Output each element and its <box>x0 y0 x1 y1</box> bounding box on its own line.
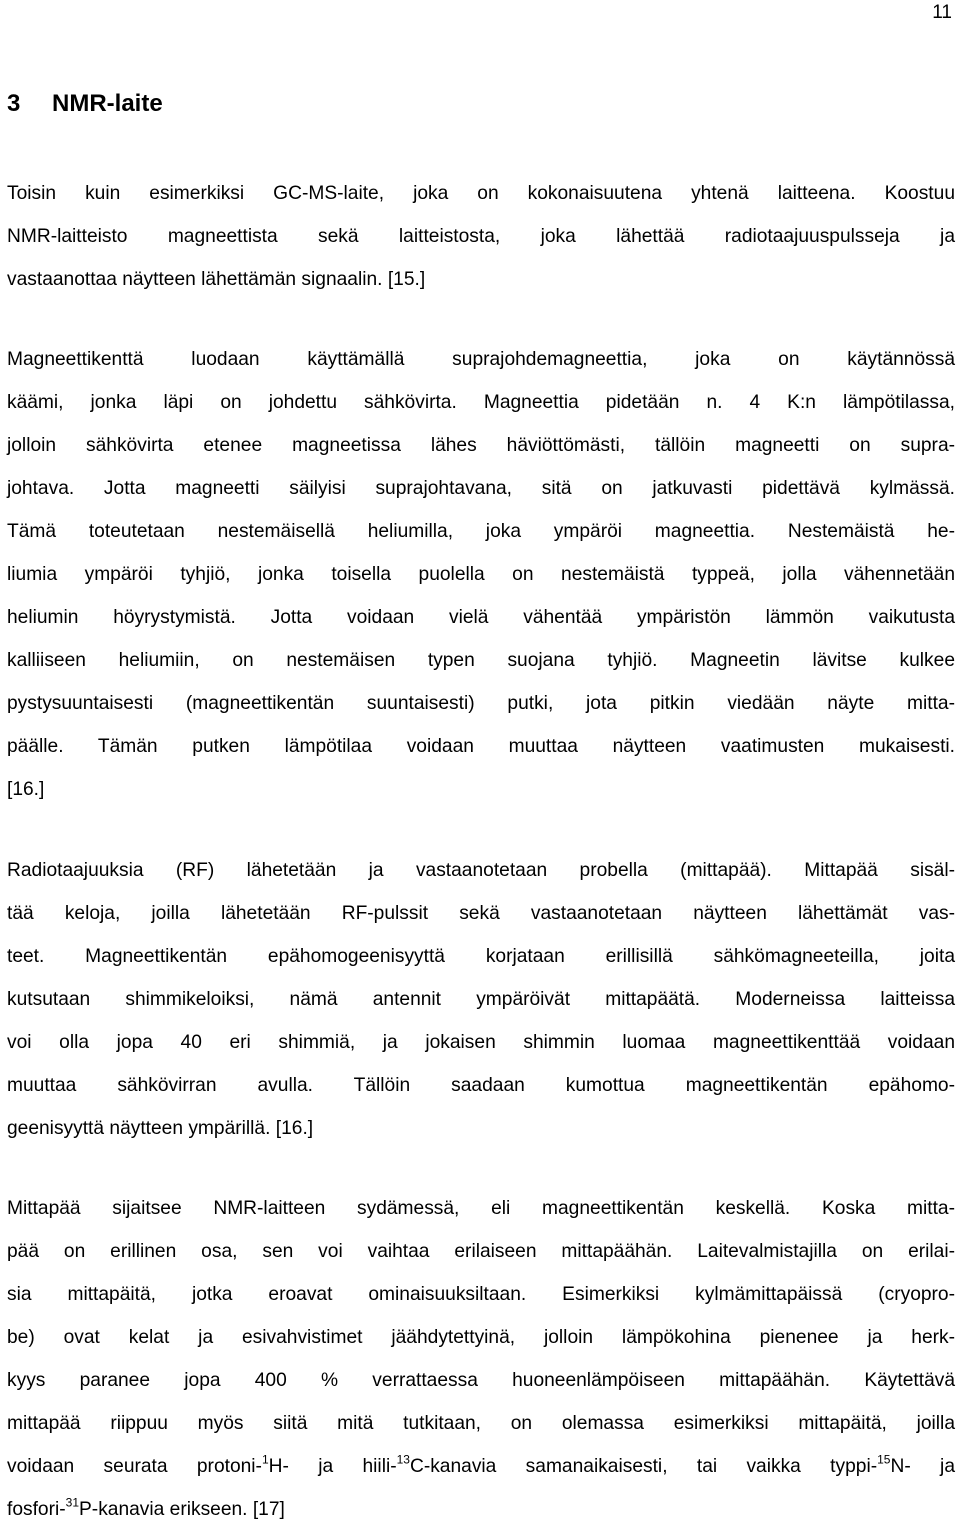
text-line: Tämä toteutetaan nestemäisellä heliumilla, joka ympäröi magneettia. Nestemäistä he- <box>7 521 955 542</box>
text-line-isotopes <box>7 1445 955 1488</box>
text-line: pystysuuntaisesti (magneettikentän suuntaisesti) putki, jota pitkin viedään näyte mitta- <box>7 693 955 714</box>
superscript: 31 <box>65 1495 79 1510</box>
section-title: NMR-laite <box>52 90 163 117</box>
paragraph-probe-types <box>7 1187 955 1531</box>
text-line: pää on erillinen osa, sen voi vaihtaa erilaiseen mittapäähän. Laitevalmistajilla on erilai- <box>7 1241 955 1262</box>
text-line: mittapää riippuu myös siitä mitä tutkitaan, on olemassa esimerkiksi mittapäitä, joilla <box>7 1413 955 1434</box>
text-segment: voidaan seurata protoni- <box>7 1456 262 1477</box>
paragraph-probe <box>7 849 955 1150</box>
text-line: johtava. Jotta magneetti säilyisi suprajohtavana, sitä on jatkuvasti pidettävä kylmässä. <box>7 478 955 499</box>
superscript: 15 <box>877 1452 891 1467</box>
section-number: 3 <box>7 90 21 117</box>
text-line: jolloin sähkövirta etenee magneetissa lähes häviöttömästi, tällöin magneetti on supra- <box>7 435 955 456</box>
text-line: sia mittapäitä, jotka eroavat ominaisuuksiltaan. Esimerkiksi kylmämittapäissä (cryopro- <box>7 1284 955 1305</box>
text-line: liumia ympäröi tyhjiö, jonka toisella puolella on nestemäistä typpeä, jolla vähennetään <box>7 564 955 585</box>
superscript: 13 <box>396 1452 410 1467</box>
text-line: kutsutaan shimmikeloiksi, nämä antennit ympäröivät mittapäätä. Moderneissa laitteissa <box>7 989 955 1010</box>
text-line: päälle. Tämän putken lämpötilaa voidaan muuttaa näytteen vaatimusten mukaisesti. <box>7 736 955 757</box>
text-segment: H- ja hiili- <box>268 1456 397 1477</box>
section-heading <box>7 88 163 120</box>
text-line: Mittapää sijaitsee NMR-laitteen sydämessä, eli magneettikentän keskellä. Koska mitta- <box>7 1198 955 1219</box>
text-line: tää keloja, joilla lähetetään RF-pulssit sekä vastaanotetaan näytteen lähettämät vas- <box>7 903 955 924</box>
text-line: heliumin höyrystymistä. Jotta voidaan vielä vähentää ympäristön lämmön vaikutusta <box>7 607 955 628</box>
text-line: muuttaa sähkövirran avulla. Tällöin saadaan kumottua magneettikentän epähomo- <box>7 1075 955 1096</box>
text-segment: N- ja <box>890 1456 955 1477</box>
text-line: be) ovat kelat ja esivahvistimet jäähdytettyinä, jolloin lämpökohina pienenee ja herk- <box>7 1327 955 1348</box>
text-line: kyys paranee jopa 400 % verrattaessa huoneenlämpöiseen mittapäähän. Käytettävä <box>7 1370 955 1391</box>
text-segment: P-kanavia erikseen. [17] <box>79 1499 285 1520</box>
text-line: teet. Magneettikentän epähomogeenisyyttä korjataan erillisillä sähkömagneeteilla, joita <box>7 946 955 967</box>
text-line: geenisyyttä näytteen ympärillä. [16.] <box>7 1118 314 1139</box>
text-segment: fosfori- <box>7 1499 66 1520</box>
text-line: vastaanottaa näytteen lähettämän signaalin. [15.] <box>7 269 426 290</box>
text-line: [16.] <box>7 779 45 800</box>
text-line: NMR-laitteisto magneettista sekä laitteistosta, joka lähettää radiotaajuuspulsseja ja <box>7 226 955 247</box>
text-line-final <box>7 1488 955 1531</box>
text-segment: C-kanavia samanaikaisesti, tai vaikka typpi- <box>409 1456 878 1477</box>
paragraph-magnet <box>7 338 955 811</box>
paragraph-intro <box>7 172 955 301</box>
text-line: voi olla jopa 40 eri shimmiä, ja jokaisen shimmin luomaa magneettikenttää voidaan <box>7 1032 955 1053</box>
text-line: Radiotaajuuksia (RF) lähetetään ja vastaanotetaan probella (mittapää). Mittapää sisäl- <box>7 860 955 881</box>
text-line: käämi, jonka läpi on johdettu sähkövirta. Magneettia pidetään n. 4 K:n lämpötilassa, <box>7 392 955 413</box>
page-number: 11 <box>932 2 952 23</box>
text-line: Magneettikenttä luodaan käyttämällä suprajohdemagneettia, joka on käytännössä <box>7 349 955 370</box>
text-line: Toisin kuin esimerkiksi GC-MS-laite, joka on kokonaisuutena yhtenä laitteena. Koostuu <box>7 183 955 204</box>
text-line: kalliiseen heliumiin, on nestemäisen typen suojana tyhjiö. Magneetin lävitse kulkee <box>7 650 955 671</box>
superscript: 1 <box>261 1452 269 1467</box>
